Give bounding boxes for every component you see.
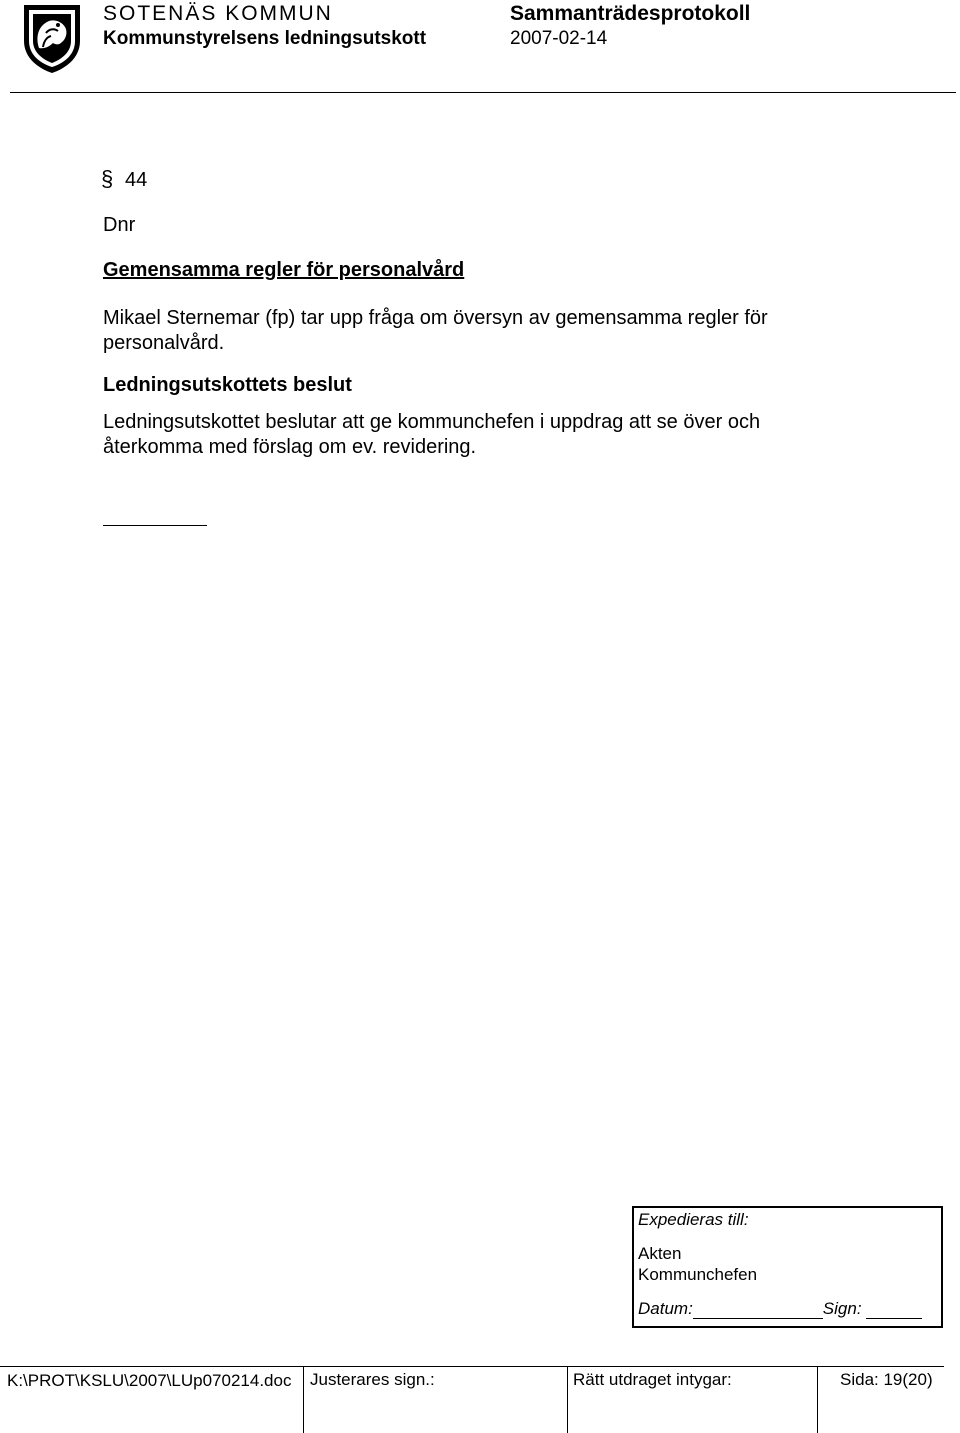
recipient-item: Kommunchefen: [638, 1265, 758, 1284]
footer-column-divider: [303, 1366, 304, 1433]
footer-file-path: K:\PROT\KSLU\2007\LUp070214.doc: [7, 1371, 292, 1390]
document-type: Sammanträdesprotokoll: [510, 2, 751, 25]
footer-justerare-label: Justerares sign.:: [310, 1370, 435, 1389]
recipient-item: Akten: [638, 1244, 682, 1263]
sign-blank-line: [866, 1304, 922, 1319]
section-end-rule: [103, 525, 207, 526]
org-name: SOTENÄS KOMMUN: [103, 2, 333, 25]
footer-divider: [0, 1366, 944, 1367]
intro-paragraph: Mikael Sternemar (fp) tar upp fråga om översyn av gemensamma regler för personalvård.: [103, 307, 768, 354]
sign-label: Sign:: [822, 1299, 862, 1318]
decision-heading: Ledningsutskottets beslut: [103, 374, 352, 396]
paragraph-symbol: §: [101, 166, 114, 191]
expedition-title: Expedieras till:: [638, 1210, 749, 1229]
datum-label: Datum:: [638, 1299, 693, 1318]
municipal-shield-logo: [22, 3, 82, 75]
committee-name: Kommunstyrelsens ledningsutskott: [103, 28, 427, 49]
dnr-label: Dnr: [103, 214, 136, 236]
footer-column-divider: [817, 1366, 818, 1433]
decision-paragraph: Ledningsutskottet beslutar att ge kommunchefen i uppdrag att se över och återkomma med förslag om ev. revidering.: [103, 411, 761, 458]
header-divider: [10, 92, 956, 93]
footer-intygar-label: Rätt utdraget intygar:: [573, 1370, 732, 1389]
datum-blank-line: [693, 1304, 823, 1319]
footer-column-divider: [567, 1366, 568, 1433]
section-number: 44: [125, 169, 148, 191]
document-date: 2007-02-14: [510, 28, 608, 49]
date-sign-row: [638, 1299, 922, 1319]
footer-page-number: Sida: 19(20): [840, 1370, 933, 1389]
section-heading: Gemensamma regler för personalvård: [103, 259, 465, 281]
